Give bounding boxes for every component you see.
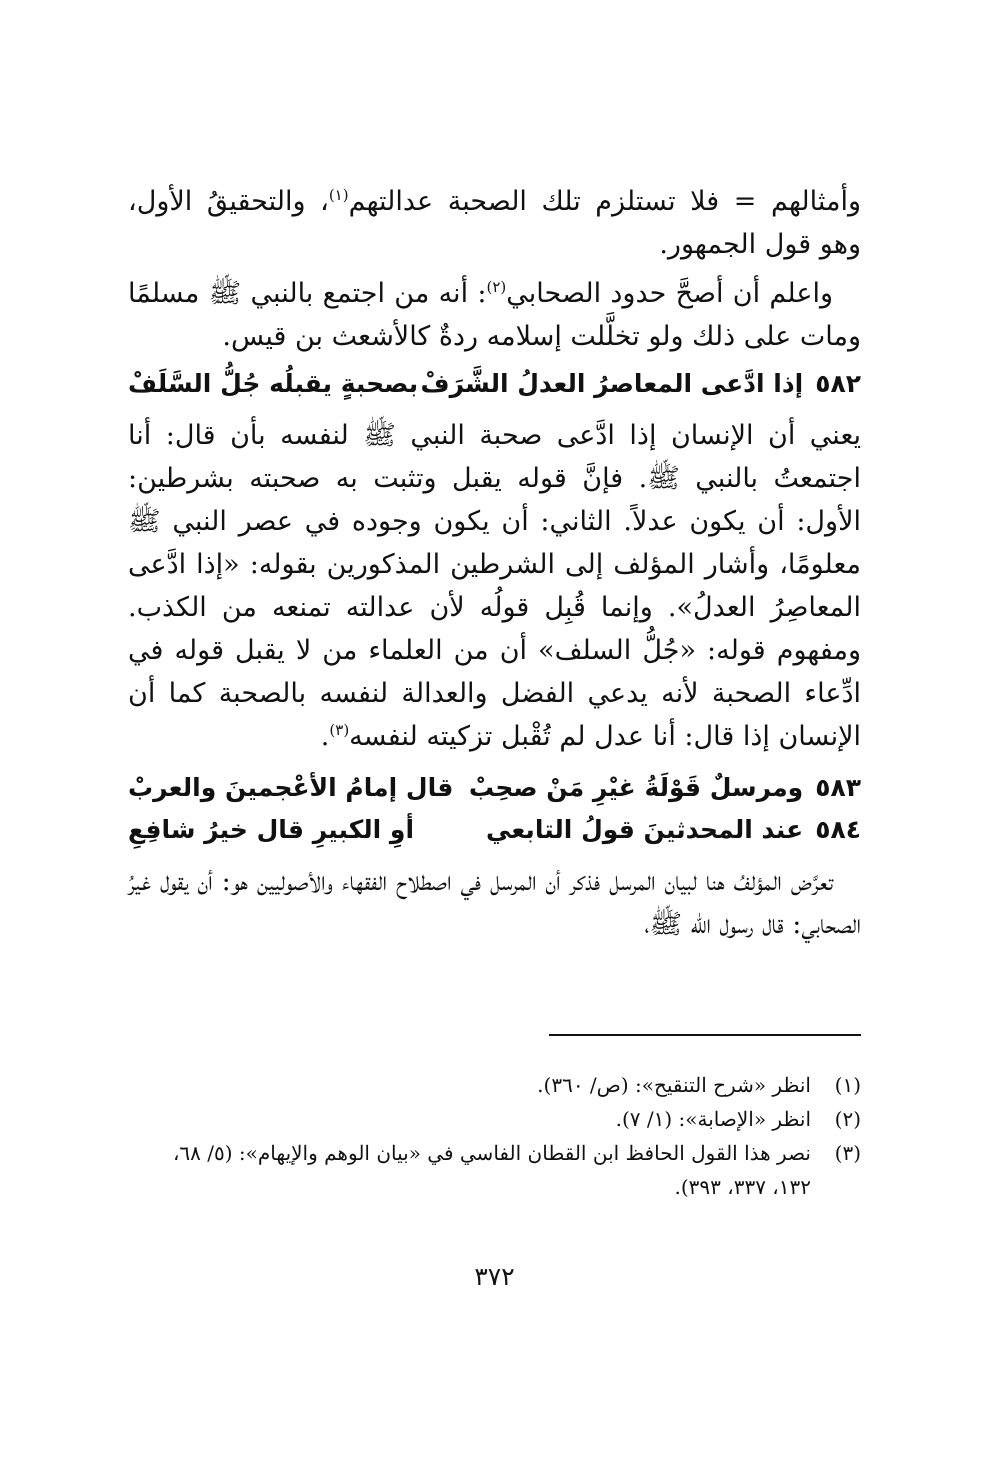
verse-hemistich-second: قال إمامُ الأعْجمينَ والعربْ xyxy=(128,773,454,802)
verse-number: ٥٨٣ xyxy=(815,773,861,802)
verse-hemistich-second: أوِ الكبيرِ قال خيرُ شافِعِ xyxy=(128,815,415,844)
footnote-ref-1: (١) xyxy=(328,186,349,204)
paragraph-text: : أنه من اجتمع بالنبي ﷺ مسلمًا ومات على ذلك ولو تخلَّلت إسلامه ردةٌ كالأشعث بن قيس. xyxy=(128,278,861,352)
main-text xyxy=(128,180,861,946)
footnote-ref-2: (٢) xyxy=(486,278,507,296)
footnote-separator xyxy=(549,1034,861,1036)
paragraph-4 xyxy=(128,860,861,946)
verse-hemistich-first: عند المحدثينَ قولُ التابعي xyxy=(486,815,804,844)
footnote-text: نصر هذا القول الحافظ ابن القطان الفاسي في «بيان الوهم والإيهام»: (٥/ ٦٨، ١٣٢، ٣٣٧، ٣٩٣). xyxy=(172,1141,811,1199)
verse-hemistich-first: إذا ادَّعى المعاصرُ العدلُ الشَّرَفْ xyxy=(420,369,804,398)
paragraph-text: . xyxy=(320,721,330,752)
paragraph-text: وأمثالهم = فلا تستلزم تلك الصحبة عدالتهم xyxy=(348,186,861,217)
verse-number: ٥٨٢ xyxy=(815,369,861,398)
paragraph-1 xyxy=(128,180,861,266)
verse-hemistich-second: بصحبةٍ يقبلُه جُلُّ السَّلَفْ xyxy=(128,369,419,398)
footnote-text: انظر «الإصابة»: (١/ ٧). xyxy=(615,1107,811,1131)
page-number: ٣٧٢ xyxy=(474,1262,515,1291)
paragraph-text: ، والتحقيقُ الأول، وهو قول الجمهور. xyxy=(128,186,861,260)
verse-583 xyxy=(128,768,861,808)
footnote-number: (١) xyxy=(834,1073,861,1097)
paragraph-text: يعني أن الإنسان إذا ادَّعى صحبة النبي ﷺ لنفسه بأن قال: أنا اجتمعتُ بالنبي ﷺ. فإنَّ قوله يقبل وتثبت به صحبته بشرطين: الأول: أن يكون عدلاً. الثاني: أن يكون وجوده في عصر النبي ﷺ معلومًا، وأشار المؤلف إلى الشرطين المذكورين بقوله: «إذا ادَّعى المعاصِرُ العدلُ». وإنما قُبِل قولُه لأن عدالته تمنعه من الكذب. ومفهوم قوله: «جُلُّ السلف» أن من العلماء من لا يقبل قوله في ادِّعاء الصحبة لأنه يدعي الفضل والعدالة لنفسه بالصحبة كما أن الإنسان إذا قال: أنا عدل لم تُقْبل تزكيته لنفسه xyxy=(128,420,861,752)
footnote-1 xyxy=(128,1068,861,1102)
paragraph-3 xyxy=(128,414,861,758)
verse-582 xyxy=(128,364,861,404)
verse-number: ٥٨٤ xyxy=(815,815,861,844)
footnote-3 xyxy=(128,1136,861,1204)
verse-hemistich-first: ومرسلٌ قَوْلَةُ غيْرِ مَنْ صحِبْ xyxy=(468,773,804,802)
paragraph-text: تعرَّض المؤلفُ هنا لبيان المرسل فذكر أن المرسل في اصطلاح الفقهاء والأصوليين هو: أن يقول غيرُ الصحابي: قال رسول الله ﷺ، xyxy=(128,866,861,940)
footnote-ref-3: (٣) xyxy=(329,721,350,739)
footnote-text: انظر «شرح التنقيح»: (ص/ ٣٦٠). xyxy=(537,1073,811,1097)
paragraph-text: واعلم أن أصحَّ حدود الصحابي xyxy=(506,278,833,309)
paragraph-2 xyxy=(128,272,861,358)
footnote-number: (٣) xyxy=(834,1141,861,1165)
footnotes xyxy=(128,1068,861,1204)
footnote-2 xyxy=(128,1102,861,1136)
footnote-number: (٢) xyxy=(834,1107,861,1131)
verse-584 xyxy=(128,810,861,850)
